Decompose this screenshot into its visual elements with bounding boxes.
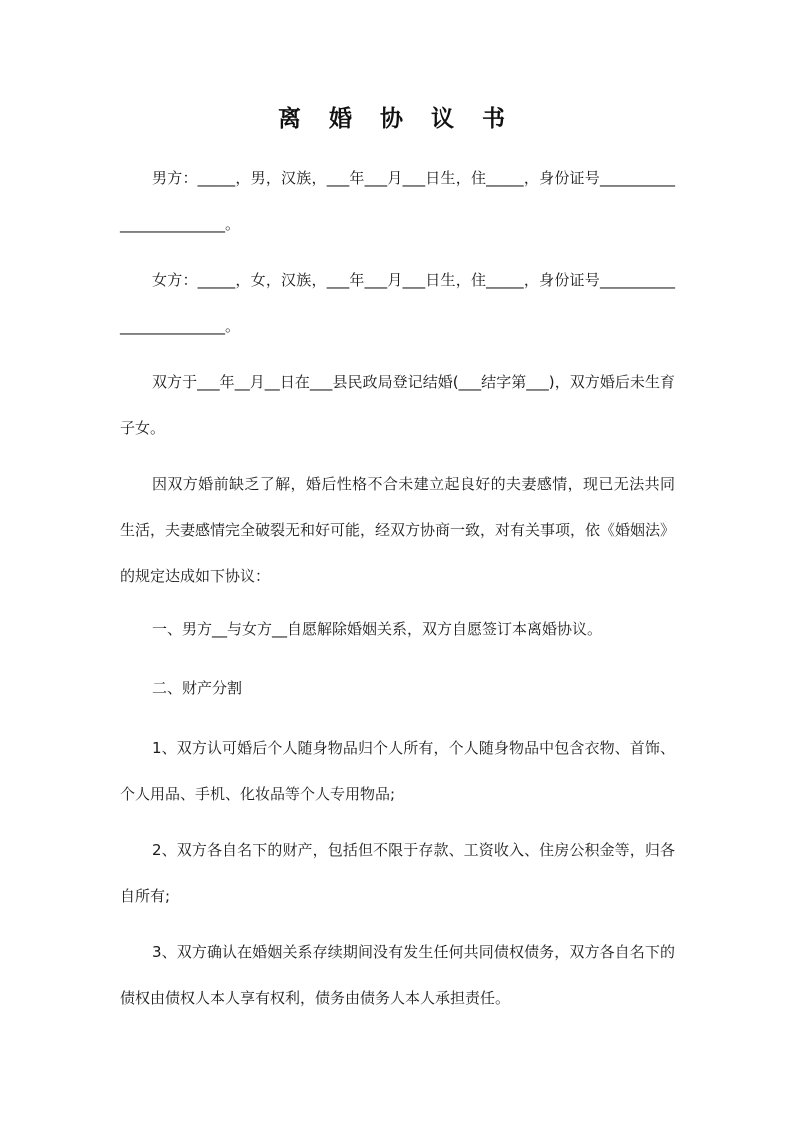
paragraph-property-2: 2、双方各自名下的财产，包括但不限于存款、工资收入、住房公积金等，归各自所有; bbox=[120, 841, 675, 905]
paragraph-clause-2-heading: 二、财产分割 bbox=[152, 679, 243, 697]
paragraph-male-party: 男方：_____，男，汉族，___年___月___日生，住_____，身份证号________________________。 bbox=[120, 169, 675, 233]
paragraph-property-1: 1、双方认可婚后个人随身物品归个人所有，个人随身物品中包含衣物、首饰、个人用品、手机、化妆品等个人专用物品; bbox=[120, 739, 675, 803]
document-title: 离 婚 协 议 书 bbox=[277, 106, 516, 132]
paragraph-marriage-registration: 双方于___年__月__日在___县民政局登记结婚(___结字第___)，双方婚后未生育子女。 bbox=[120, 373, 675, 437]
paragraph-female-party: 女方：_____，女，汉族，___年___月___日生，住_____，身份证号________________________。 bbox=[120, 271, 675, 335]
paragraph-property-3: 3、双方确认在婚姻关系存续期间没有发生任何共同债权债务，双方各自名下的债权由债权人本人享有权利，债务由债务人本人承担责任。 bbox=[120, 943, 675, 1007]
paragraph-reason: 因双方婚前缺乏了解，婚后性格不合未建立起良好的夫妻感情，现已无法共同生活，夫妻感情完全破裂无和好可能，经双方协商一致，对有关事项，依《婚姻法》的规定达成如下协议： bbox=[120, 475, 676, 585]
paragraph-clause-1: 一、男方__与女方__自愿解除婚姻关系，双方自愿签订本离婚协议。 bbox=[152, 620, 603, 638]
